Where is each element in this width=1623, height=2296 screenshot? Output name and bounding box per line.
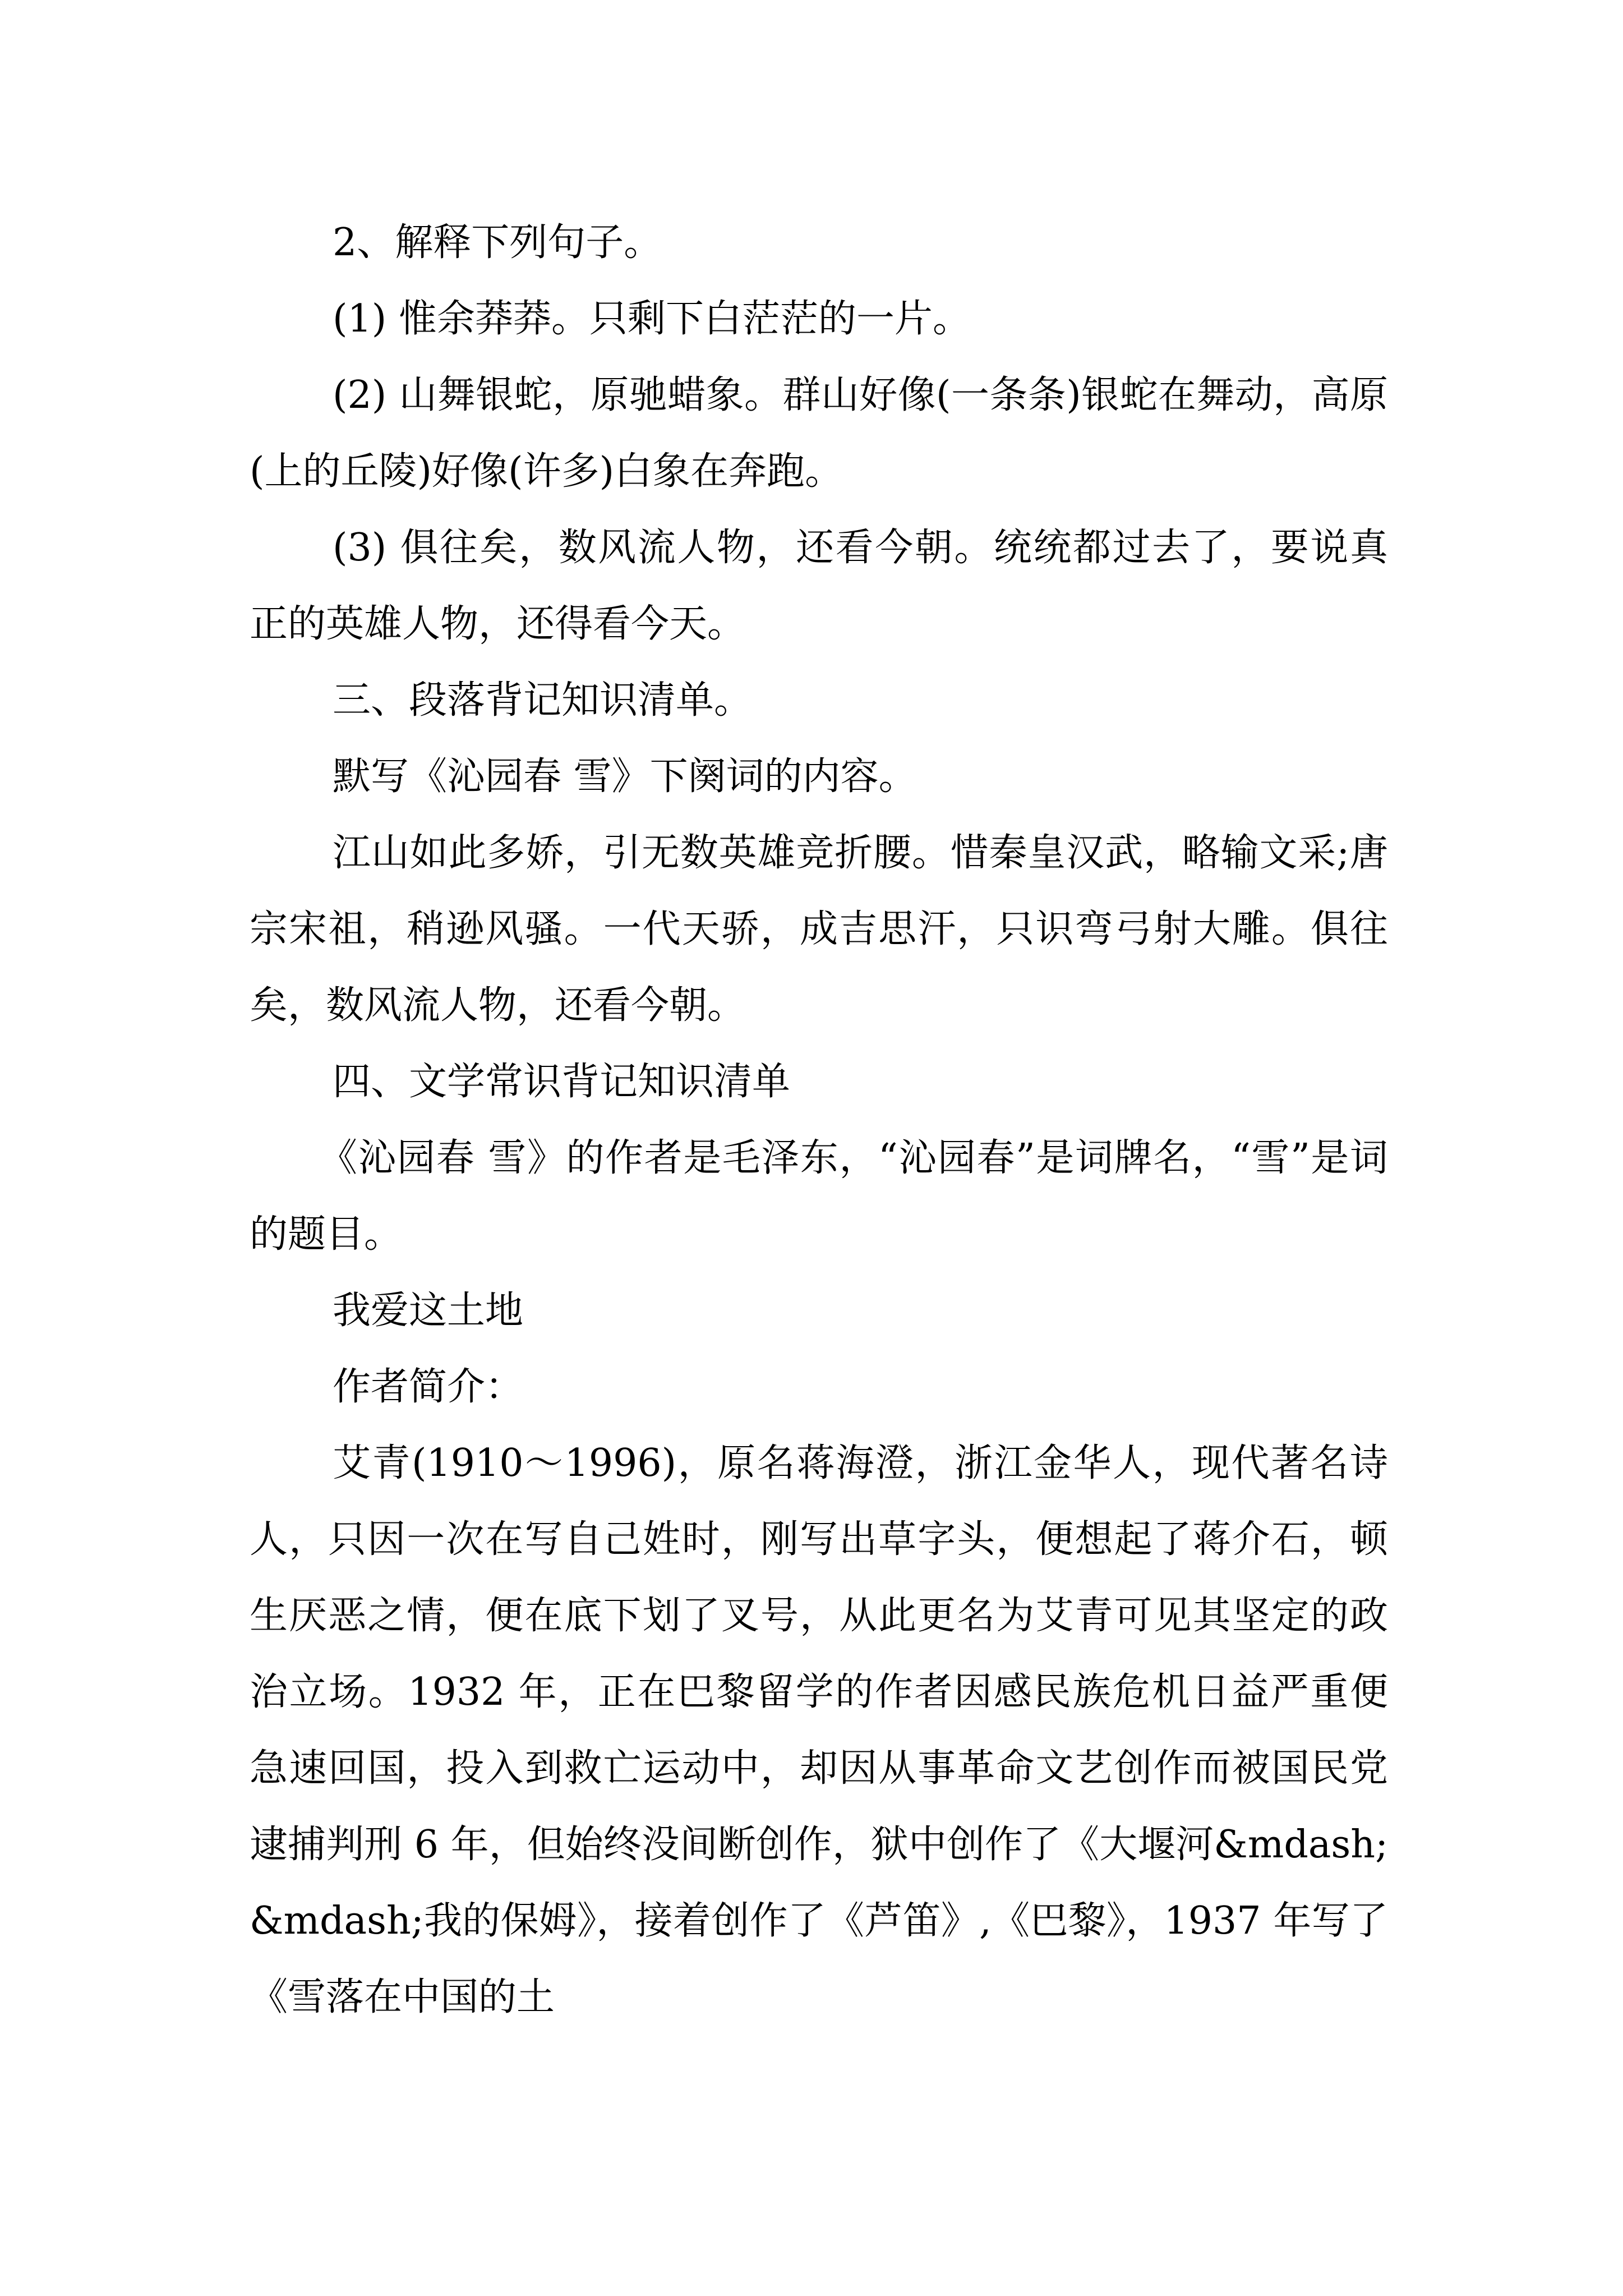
paragraph-author-bio: 艾青(1910～1996)，原名蒋海澄，浙江金华人，现代著名诗人，只因一次在写自己姓时，刚写出草字头，便想起了蒋介石，顿生厌恶之情，便在底下划了叉号，从此更名为艾青可见其坚定的政治立场。1932 年，正在巴黎留学的作者因感民族危机日益严重便急速回国，投入到救亡运动中，却因从事革命文艺创作而被国民党逮捕判刑 6 年，但始终没间断创作，狱中创作了《大堰河&mdash;&mdash;我的保姆》，接着创作了《芦笛》,《巴黎》，1937 年写了《雪落在中国的土 xyxy=(250,1441,1388,2019)
paragraph-item-1: (1) 惟余莽莽。只剩下白茫茫的一片。 xyxy=(333,297,971,341)
paragraph-author-intro-label: 作者简介： xyxy=(333,1365,524,1409)
paragraph-dictation-prompt: 默写《沁园春 雪》下阕词的内容。 xyxy=(333,754,917,799)
paragraph-poem-text: 江山如此多娇，引无数英雄竞折腰。惜秦皇汉武，略输文采;唐宗宋祖，稍逊风骚。一代天骄，成吉思汗，只识弯弓射大雕。俱往矣，数风流人物，还看今朝。 xyxy=(250,831,1388,1028)
paragraph-lesson-title: 我爱这土地 xyxy=(333,1289,524,1333)
paragraph-item-2: (2) 山舞银蛇，原驰蜡象。群山好像(一条条)银蛇在舞动，高原(上的丘陵)好像(许多)白象在奔跑。 xyxy=(250,373,1388,494)
paragraph-item-3: (3) 俱往矣，数风流人物，还看今朝。统统都过去了，要说真正的英雄人物，还得看今天。 xyxy=(250,526,1388,646)
paragraph-section-3-heading: 三、段落背记知识清单。 xyxy=(333,678,753,723)
document-body xyxy=(250,205,1388,2036)
paragraph-section-4-heading: 四、文学常识背记知识清单 xyxy=(333,1060,791,1104)
paragraph-literary-knowledge: 《沁园春 雪》的作者是毛泽东，“沁园春”是词牌名，“雪”是词的题目。 xyxy=(250,1136,1388,1257)
paragraph-section-2-heading: 2、解释下列句子。 xyxy=(333,220,662,265)
